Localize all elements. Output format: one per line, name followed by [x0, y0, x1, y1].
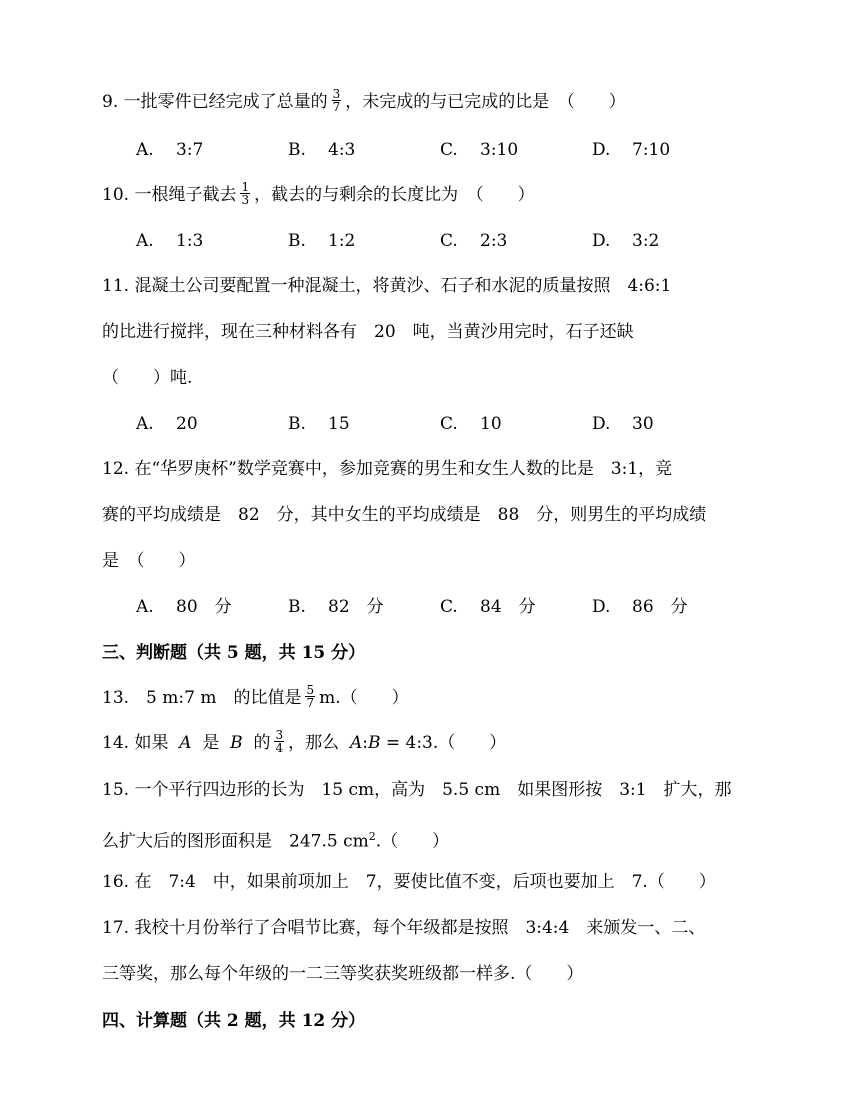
question-17-line-2: 三等奖，那么每个年级的一二三等奖获奖班级都一样多.（ ）: [102, 964, 584, 984]
question-15-text-pre: 么扩大后的图形面积是 247.5 cm: [102, 831, 369, 852]
question-14-text-mid3: ，那么: [288, 733, 340, 753]
option-b: B. 1:2: [288, 231, 356, 251]
question-11-line-1: 11. 混凝土公司要配置一种混凝土，将黄沙、石子和水泥的质量按照 4:6:1: [102, 276, 672, 296]
option-a: A. 1:3: [136, 231, 204, 251]
question-13-text-pre: 13. 5 m:7 m 的比值是: [102, 688, 302, 708]
option-a: A. 3:7: [136, 140, 204, 160]
question-17-line-1: 17. 我校十月份举行了合唱节比赛，每个年级都是按照 3:4:4 来颁发一、二、: [102, 918, 706, 938]
variable-b: B: [230, 733, 243, 753]
question-10: [102, 180, 535, 207]
variable-a: A: [179, 733, 192, 753]
fraction-3-7: $\frac{3}{7}$: [332, 87, 341, 114]
option-d: D. 86 分: [592, 597, 688, 617]
option-d: D. 7:10: [592, 140, 671, 160]
question-14-text-pre: 14. 如果: [102, 733, 169, 753]
fraction-1-3: $\frac{1}{3}$: [241, 180, 250, 207]
question-14: 14. 如果 A 是 B 的 $\frac{3}{4}$ ，那么 A:B = 4:3.（ ）: [102, 728, 507, 755]
option-a: A. 20: [136, 414, 198, 434]
fraction-3-4: $\frac{3}{4}$: [275, 728, 284, 755]
ratio-variable-a: A: [349, 733, 363, 753]
question-12-line-2: 赛的平均成绩是 82 分，其中女生的平均成绩是 88 分，则男生的平均成绩: [102, 505, 707, 525]
option-b: B. 82 分: [288, 597, 384, 617]
section-4-heading: 四、计算题（共 2 题，共 12 分）: [102, 1011, 366, 1031]
question-9-text-post: ，未完成的与已完成的比是 （ ）: [345, 92, 626, 112]
question-14-text-mid1: 是: [202, 733, 220, 753]
question-11-line-2: 的比进行搅拌，现在三种材料各有 20 吨，当黄沙用完时，石子还缺: [102, 322, 634, 342]
option-b: B. 15: [288, 414, 350, 434]
option-c: C. 3:10: [440, 140, 519, 160]
question-12-line-1: 12. 在“华罗庚杯”数学竞赛中，参加竞赛的男生和女生人数的比是 3:1，竞: [102, 459, 673, 479]
question-16: 16. 在 7:4 中，如果前项加上 7，要使比值不变，后项也要加上 7.（ ）: [102, 872, 716, 892]
question-10-options: [0, 229, 860, 253]
ratio-value: = 4:3: [385, 733, 433, 753]
question-13: [102, 683, 409, 710]
question-9-options: [0, 138, 860, 162]
question-14-text-mid2: 的: [253, 733, 271, 753]
question-11-options: [0, 412, 860, 436]
question-14-text-post: .（ ）: [432, 733, 507, 753]
fraction-5-7: $\frac{5}{7}$: [306, 683, 315, 710]
question-12-line-3: 是 （ ）: [102, 551, 196, 571]
question-15-line-1: 15. 一个平行四边形的长为 15 cm，高为 5.5 cm 如果图形按 3:1 扩大，那: [102, 780, 732, 800]
section-3-heading: 三、判断题（共 5 题，共 15 分）: [102, 643, 366, 663]
question-10-text-pre: 10. 一根绳子截去: [102, 185, 237, 205]
question-10-text-post: ，截去的与剩余的长度比为 （ ）: [254, 185, 535, 205]
option-c: C. 84 分: [440, 597, 536, 617]
question-11-line-3: （ ）吨.: [102, 368, 193, 388]
question-13-text-post: m.（ ）: [319, 688, 409, 708]
option-b: B. 4:3: [288, 140, 356, 160]
question-15-text-post: .（ ）: [375, 831, 450, 852]
question-9: [102, 87, 626, 114]
superscript-2: 2: [368, 830, 376, 843]
option-d: D. 30: [592, 414, 654, 434]
option-c: C. 10: [440, 414, 502, 434]
question-15-line-2: [102, 825, 450, 852]
option-d: D. 3:2: [592, 231, 660, 251]
question-9-text-pre: 9. 一批零件已经完成了总量的: [102, 92, 328, 112]
option-c: C. 2:3: [440, 231, 508, 251]
option-a: A. 80 分: [136, 597, 232, 617]
question-12-options: [0, 595, 860, 619]
ratio-variable-b: B: [367, 733, 381, 753]
